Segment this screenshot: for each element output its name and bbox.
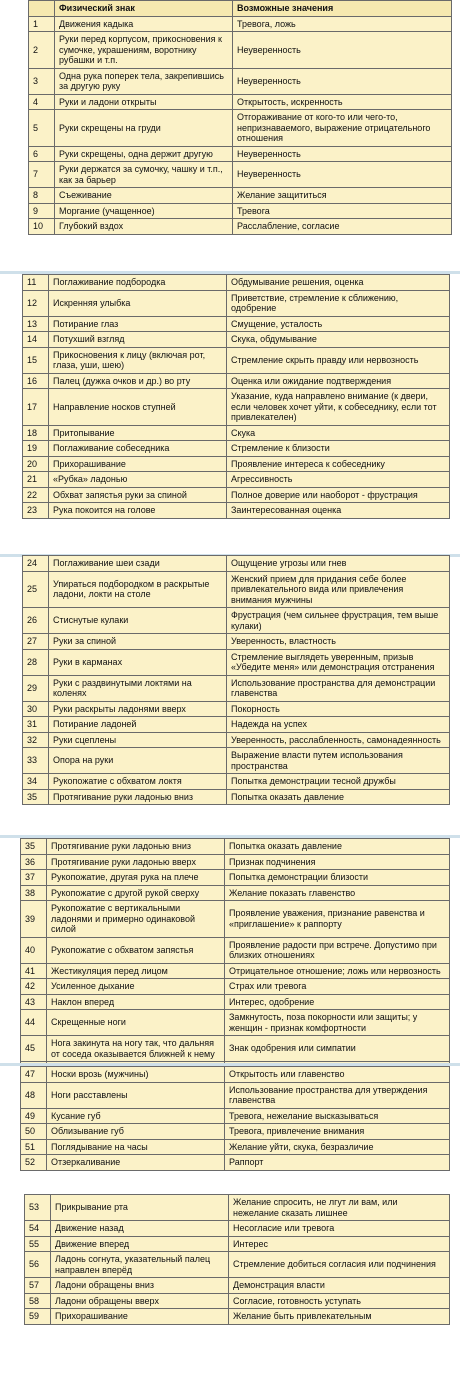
possible-meaning: Указание, куда направлено внимание (к двери, если человек хочет уйти, к собеседнику, если тот привлекателен)	[227, 389, 450, 426]
physical-sign: Рука покоится на голове	[49, 503, 227, 519]
physical-sign: Ноги расставлены	[47, 1082, 225, 1108]
table-segment-5	[0, 1066, 460, 1194]
possible-meaning: Признак подчинения	[225, 854, 450, 870]
table-header-row	[29, 1, 452, 17]
row-number: 35	[23, 789, 49, 805]
physical-sign: Носки врозь (мужчины)	[47, 1067, 225, 1083]
table-row	[23, 389, 450, 426]
table-row	[29, 219, 452, 235]
physical-sign: Нога закинута на ногу так, что дальняя от соседа оказывается ближней к нему	[47, 1036, 225, 1062]
row-number: 30	[23, 701, 49, 717]
possible-meaning: Женский прием для придания себе более привлекательного вида или привлечения внимания мужчины	[227, 571, 450, 608]
physical-sign: Направление носков ступней	[49, 389, 227, 426]
table-row	[25, 1309, 450, 1325]
possible-meaning: Тревога, привлечение внимания	[225, 1124, 450, 1140]
possible-meaning: Интерес	[229, 1236, 450, 1252]
possible-meaning: Страх или тревога	[225, 979, 450, 995]
physical-sign: Поглаживание собеседника	[49, 441, 227, 457]
physical-sign: Руки и ладони открыты	[55, 94, 233, 110]
row-number: 25	[23, 571, 49, 608]
possible-meaning: Использование пространства для утверждения главенства	[225, 1082, 450, 1108]
table-row	[29, 188, 452, 204]
table-row	[23, 717, 450, 733]
row-number: 13	[23, 316, 49, 332]
row-number: 53	[25, 1195, 51, 1221]
physical-sign: Руки за спиной	[49, 634, 227, 650]
possible-meaning: Скука	[227, 425, 450, 441]
possible-meaning: Отрицательное отношение; ложь или нервозность	[225, 963, 450, 979]
table-row	[23, 503, 450, 519]
physical-sign: Прикрывание рта	[51, 1195, 229, 1221]
physical-sign: Моргание (учащенное)	[55, 203, 233, 219]
physical-sign: Руки сцеплены	[49, 732, 227, 748]
physical-sign: Глубокий вздох	[55, 219, 233, 235]
possible-meaning: Интерес, одобрение	[225, 994, 450, 1010]
table-row	[23, 789, 450, 805]
table-row	[21, 854, 450, 870]
possible-meaning: Уверенность, властность	[227, 634, 450, 650]
table-segment-3	[0, 555, 460, 837]
row-number: 9	[29, 203, 55, 219]
possible-meaning: Заинтересованная оценка	[227, 503, 450, 519]
row-number: 45	[21, 1036, 47, 1062]
possible-meaning: Попытка оказать давление	[227, 789, 450, 805]
row-number: 26	[23, 608, 49, 634]
row-number: 31	[23, 717, 49, 733]
possible-meaning: Желание спросить, не лгут ли вам, или нежелание сказать лишнее	[229, 1195, 450, 1221]
header-sign: Физический знак	[55, 1, 233, 17]
table-row	[21, 839, 450, 855]
row-number: 17	[23, 389, 49, 426]
row-number: 37	[21, 870, 47, 886]
possible-meaning: Выражение власти путем использования пространства	[227, 748, 450, 774]
physical-sign: Поглядывание на часы	[47, 1139, 225, 1155]
possible-meaning: Желание защититься	[233, 188, 452, 204]
row-number: 10	[29, 219, 55, 235]
row-number: 58	[25, 1293, 51, 1309]
table-row	[23, 487, 450, 503]
header-num	[29, 1, 55, 17]
row-number: 32	[23, 732, 49, 748]
row-number: 41	[21, 963, 47, 979]
possible-meaning: Попытка демонстрации близости	[225, 870, 450, 886]
row-number: 19	[23, 441, 49, 457]
row-number: 40	[21, 937, 47, 963]
possible-meaning: Желание показать главенство	[225, 885, 450, 901]
table-row	[25, 1236, 450, 1252]
physical-sign: Протягивание руки ладонью вниз	[49, 789, 227, 805]
table-row	[23, 634, 450, 650]
row-number: 23	[23, 503, 49, 519]
row-number: 3	[29, 68, 55, 94]
table-row	[23, 332, 450, 348]
possible-meaning: Обдумывание решения, оценка	[227, 275, 450, 291]
table-row	[21, 1010, 450, 1036]
possible-meaning: Согласие, готовность уступать	[229, 1293, 450, 1309]
possible-meaning: Демонстрация власти	[229, 1278, 450, 1294]
row-number: 56	[25, 1252, 51, 1278]
row-number: 36	[21, 854, 47, 870]
physical-sign: Руки раскрыты ладонями вверх	[49, 701, 227, 717]
table-row	[29, 16, 452, 32]
physical-sign: Ладонь согнута, указательный палец направлен вперёд	[51, 1252, 229, 1278]
possible-meaning: Использование пространства для демонстрации главенства	[227, 675, 450, 701]
table-row	[29, 203, 452, 219]
row-number: 38	[21, 885, 47, 901]
physical-sign: Движения кадыка	[55, 16, 233, 32]
table-row	[23, 290, 450, 316]
table-row	[25, 1293, 450, 1309]
table-row	[23, 425, 450, 441]
row-number: 50	[21, 1124, 47, 1140]
row-number: 51	[21, 1139, 47, 1155]
physical-sign: Рукопожатие с обхватом запястья	[47, 937, 225, 963]
physical-sign: Притопывание	[49, 425, 227, 441]
physical-sign: Опора на руки	[49, 748, 227, 774]
table-row	[23, 373, 450, 389]
table-segment-1	[0, 0, 460, 272]
possible-meaning: Стремление добиться согласия или подчинения	[229, 1252, 450, 1278]
physical-sign: Отзеркаливание	[47, 1155, 225, 1171]
physical-sign: Ладони обращены вверх	[51, 1293, 229, 1309]
table-row	[21, 937, 450, 963]
row-number: 55	[25, 1236, 51, 1252]
row-number: 22	[23, 487, 49, 503]
possible-meaning: Приветствие, стремление к сближению, одобрение	[227, 290, 450, 316]
physical-sign: «Рубка» ладонью	[49, 472, 227, 488]
row-number: 47	[21, 1067, 47, 1083]
physical-sign: Прихорашивание	[49, 456, 227, 472]
row-number: 35	[21, 839, 47, 855]
table-row	[21, 994, 450, 1010]
row-number: 2	[29, 32, 55, 69]
table-row	[23, 774, 450, 790]
table-row	[23, 748, 450, 774]
table-row	[21, 1139, 450, 1155]
table-row	[25, 1221, 450, 1237]
physical-sign: Искренняя улыбка	[49, 290, 227, 316]
row-number: 54	[25, 1221, 51, 1237]
possible-meaning: Тревога, ложь	[233, 16, 452, 32]
physical-sign: Руки скрещены на груди	[55, 110, 233, 147]
possible-meaning: Проявление уважения, признание равенства и «приглашение» к раппорту	[225, 901, 450, 938]
table-row	[25, 1278, 450, 1294]
physical-sign: Руки держатся за сумочку, чашку и т.п., как за барьер	[55, 162, 233, 188]
row-number: 39	[21, 901, 47, 938]
table-row	[23, 571, 450, 608]
row-number: 48	[21, 1082, 47, 1108]
row-number: 5	[29, 110, 55, 147]
table-row	[29, 162, 452, 188]
physical-sign: Руки скрещены, одна держит другую	[55, 146, 233, 162]
physical-sign: Поглаживание подбородка	[49, 275, 227, 291]
table-row	[21, 979, 450, 995]
possible-meaning: Неуверенность	[233, 162, 452, 188]
possible-meaning: Несогласие или тревога	[229, 1221, 450, 1237]
possible-meaning: Знак одобрения или симпатии	[225, 1036, 450, 1062]
physical-sign: Съеживание	[55, 188, 233, 204]
table-row	[29, 68, 452, 94]
table-row	[23, 456, 450, 472]
table-row	[21, 885, 450, 901]
physical-sign: Прикосновения к лицу (включая рот, глаза, уши, шею)	[49, 347, 227, 373]
row-number: 59	[25, 1309, 51, 1325]
possible-meaning: Неуверенность	[233, 68, 452, 94]
possible-meaning: Скука, обдумывание	[227, 332, 450, 348]
physical-sign: Рукопожатие с обхватом локтя	[49, 774, 227, 790]
table-row	[21, 1155, 450, 1171]
table-segment-2	[0, 274, 460, 554]
possible-meaning: Стремление выглядеть уверенным, призыв «Убедите меня» или демонстрация отстранения	[227, 649, 450, 675]
row-number: 34	[23, 774, 49, 790]
physical-sign: Потухший взгляд	[49, 332, 227, 348]
table-row	[21, 1082, 450, 1108]
physical-sign: Движение назад	[51, 1221, 229, 1237]
physical-sign: Ладони обращены вниз	[51, 1278, 229, 1294]
possible-meaning: Попытка демонстрации тесной дружбы	[227, 774, 450, 790]
row-number: 12	[23, 290, 49, 316]
row-number: 57	[25, 1278, 51, 1294]
row-number: 4	[29, 94, 55, 110]
possible-meaning: Проявление радости при встрече. Допустимо при близких отношениях	[225, 937, 450, 963]
table-row	[21, 1124, 450, 1140]
table-row	[25, 1195, 450, 1221]
row-number: 11	[23, 275, 49, 291]
header-meaning: Возможные значения	[233, 1, 452, 17]
possible-meaning: Открытость, искренность	[233, 94, 452, 110]
gesture-table	[28, 0, 452, 235]
row-number: 42	[21, 979, 47, 995]
row-number: 8	[29, 188, 55, 204]
possible-meaning: Расслабление, согласие	[233, 219, 452, 235]
row-number: 1	[29, 16, 55, 32]
physical-sign: Скрещенные ноги	[47, 1010, 225, 1036]
possible-meaning: Стремление скрыть правду или нервозность	[227, 347, 450, 373]
possible-meaning: Открытость или главенство	[225, 1067, 450, 1083]
possible-meaning: Тревога, нежелание высказываться	[225, 1108, 450, 1124]
possible-meaning: Неуверенность	[233, 146, 452, 162]
possible-meaning: Смущение, усталость	[227, 316, 450, 332]
physical-sign: Поглаживание шеи сзади	[49, 556, 227, 572]
table-row	[23, 472, 450, 488]
physical-sign: Рукопожатие с вертикальными ладонями и примерно одинаковой силой	[47, 901, 225, 938]
physical-sign: Палец (дужка очков и др.) во рту	[49, 373, 227, 389]
physical-sign: Рукопожатие с другой рукой сверху	[47, 885, 225, 901]
row-number: 27	[23, 634, 49, 650]
physical-sign: Движение вперед	[51, 1236, 229, 1252]
possible-meaning: Уверенность, расслабленность, самонадеянность	[227, 732, 450, 748]
possible-meaning: Желание уйти, скука, безразличие	[225, 1139, 450, 1155]
physical-sign: Потирание глаз	[49, 316, 227, 332]
physical-sign: Облизывание губ	[47, 1124, 225, 1140]
table-segment-6	[0, 1194, 460, 1394]
table-row	[23, 556, 450, 572]
table-row	[21, 1108, 450, 1124]
row-number: 49	[21, 1108, 47, 1124]
row-number: 33	[23, 748, 49, 774]
table-row	[23, 675, 450, 701]
row-number: 15	[23, 347, 49, 373]
table-row	[25, 1252, 450, 1278]
table-row	[23, 316, 450, 332]
physical-sign: Руки с раздвинутыми локтями на коленях	[49, 675, 227, 701]
possible-meaning: Неуверенность	[233, 32, 452, 69]
possible-meaning: Агрессивность	[227, 472, 450, 488]
row-number: 29	[23, 675, 49, 701]
row-number: 6	[29, 146, 55, 162]
possible-meaning: Проявление интереса к собеседнику	[227, 456, 450, 472]
physical-sign: Кусание губ	[47, 1108, 225, 1124]
row-number: 16	[23, 373, 49, 389]
physical-sign: Рукопожатие, другая рука на плече	[47, 870, 225, 886]
table-row	[21, 901, 450, 938]
table-row	[21, 870, 450, 886]
possible-meaning: Замкнутость, поза покорности или защиты; у женщин - признак комфортности	[225, 1010, 450, 1036]
possible-meaning: Желание быть привлекательным	[229, 1309, 450, 1325]
row-number: 44	[21, 1010, 47, 1036]
physical-sign: Обхват запястья руки за спиной	[49, 487, 227, 503]
physical-sign: Усиленное дыхание	[47, 979, 225, 995]
physical-sign: Потирание ладоней	[49, 717, 227, 733]
table-row	[21, 963, 450, 979]
row-number: 18	[23, 425, 49, 441]
possible-meaning: Покорность	[227, 701, 450, 717]
row-number: 52	[21, 1155, 47, 1171]
table-row	[23, 608, 450, 634]
physical-sign: Прихорашивание	[51, 1309, 229, 1325]
table-row	[29, 146, 452, 162]
table-row	[21, 1036, 450, 1062]
row-number: 21	[23, 472, 49, 488]
table-row	[23, 649, 450, 675]
physical-sign: Руки перед корпусом, прикосновения к сумочке, украшениям, воротнику рубашки и т.п.	[55, 32, 233, 69]
possible-meaning: Тревога	[233, 203, 452, 219]
possible-meaning: Стремление к близости	[227, 441, 450, 457]
table-row	[23, 441, 450, 457]
table-row	[29, 94, 452, 110]
row-number: 14	[23, 332, 49, 348]
possible-meaning: Полное доверие или наоборот - фрустрация	[227, 487, 450, 503]
possible-meaning: Надежда на успех	[227, 717, 450, 733]
physical-sign: Наклон вперед	[47, 994, 225, 1010]
possible-meaning: Попытка оказать давление	[225, 839, 450, 855]
table-row	[29, 110, 452, 147]
row-number: 24	[23, 556, 49, 572]
table-row	[23, 701, 450, 717]
physical-sign: Протягивание руки ладонью вниз	[47, 839, 225, 855]
table-row	[21, 1067, 450, 1083]
physical-sign: Жестикуляция перед лицом	[47, 963, 225, 979]
table-row	[23, 347, 450, 373]
physical-sign: Одна рука поперек тела, закрепившись за другую руку	[55, 68, 233, 94]
possible-meaning: Ощущение угрозы или гнев	[227, 556, 450, 572]
possible-meaning: Оценка или ожидание подтверждения	[227, 373, 450, 389]
row-number: 43	[21, 994, 47, 1010]
possible-meaning: Раппорт	[225, 1155, 450, 1171]
physical-sign: Руки в карманах	[49, 649, 227, 675]
physical-sign: Упираться подбородком в раскрытые ладони, локти на столе	[49, 571, 227, 608]
possible-meaning: Отгораживание от кого-то или чего-то, непризнаваемого, выражение отрицательного отношения	[233, 110, 452, 147]
table-segment-4	[0, 838, 460, 1064]
table-row	[23, 275, 450, 291]
row-number: 20	[23, 456, 49, 472]
table-row	[23, 732, 450, 748]
row-number: 28	[23, 649, 49, 675]
table-row	[29, 32, 452, 69]
possible-meaning: Фрустрация (чем сильнее фрустрация, тем выше кулаки)	[227, 608, 450, 634]
row-number: 7	[29, 162, 55, 188]
physical-sign: Стиснутые кулаки	[49, 608, 227, 634]
physical-sign: Протягивание руки ладонью вверх	[47, 854, 225, 870]
